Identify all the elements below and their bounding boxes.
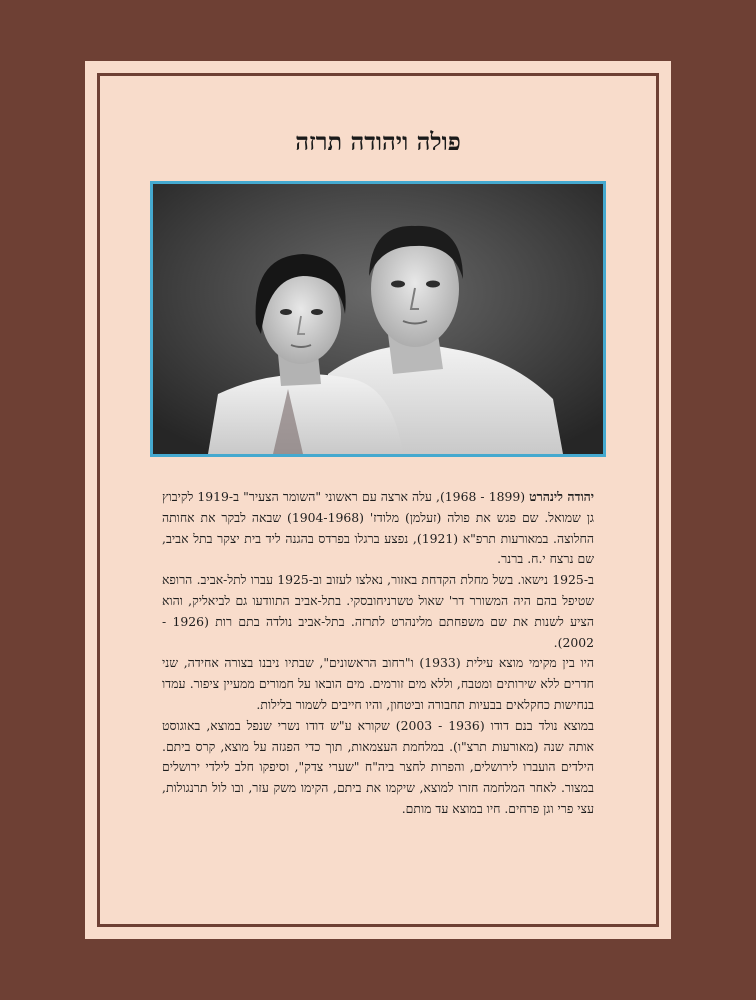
- bio-name: יהודה לינהרט: [529, 489, 595, 504]
- page-title: פולה ויהודה תרזה: [295, 127, 461, 156]
- couple-photo: [150, 181, 606, 457]
- bio-paragraph: [162, 487, 594, 570]
- bio-paragraph: היו בין מקימי מוצא עילית (1933) ו"רחוב הראשונים", שבתיו ניבנו בצורה אחידה, שני חדרים ללא שירותים ומטבח, וללא מים זורמים. מים הובאו על חמורים ממעיין ציפור. עמדו בנחישות כחקלאים בבעיות תחבורה וביטחון, והיו חייבים לשמור בלילות.: [162, 655, 595, 712]
- bio-paragraph: ב-1925 נישאו. בשל מחלת הקדחת באזור, נאלצו לעזוב וב-1925 עברו לתל-אביב. הרופא שטיפל בהם היה המשורר דר' שאול טשרניחובסקי. בתל-אביב התוודעו גם לביאליק, והוא הציע לשנות את שם משפחתם מלינהרט לתרזה. בתל-אביב נולדה בתם רות (1926 - 2002).: [162, 572, 594, 650]
- couple-photo-image: [153, 184, 603, 454]
- memorial-card: [85, 61, 671, 939]
- biography-text: [162, 487, 594, 820]
- bio-paragraph-text: (1899 - 1968), עלה ארצה עם ראשוני "השומר הצעיר" ב-1919 לקיבוץ גן שמואל. שם פגש את פולה (זעלמן) מלודז' (1904-1968) שבאה לבקר את אחותה החלוצה. במאורעות תרפ"א (1921), נפצע ברגלו בפרדס בהגנה ליד בית יצקר בתל אביב, שם נרצח י.ח. ברנר.: [162, 489, 594, 567]
- bio-paragraph: במוצא נולד בנם דודו (1936 - 2003) שקורא ע"ש דודו נשרי שנפל במוצא, באוגוסט אותה שנה (מאורעות תרצ"ו). במלחמת העצמאות, תוך כדי הפגזה על מוצא, קרס ביתם. הילדים הועברו לירושלים, והפרות לחצר ביה"ח "שערי צדק", וסיפקו חלב לילדי ירושלים במצור. לאחר המלחמה חזרו למוצא, שיקמו את ביתם, הקימו משק עזר, ובו לול תרנגולות, עצי פרי וגן פרחים. חיו במוצא עד מותם.: [162, 717, 594, 816]
